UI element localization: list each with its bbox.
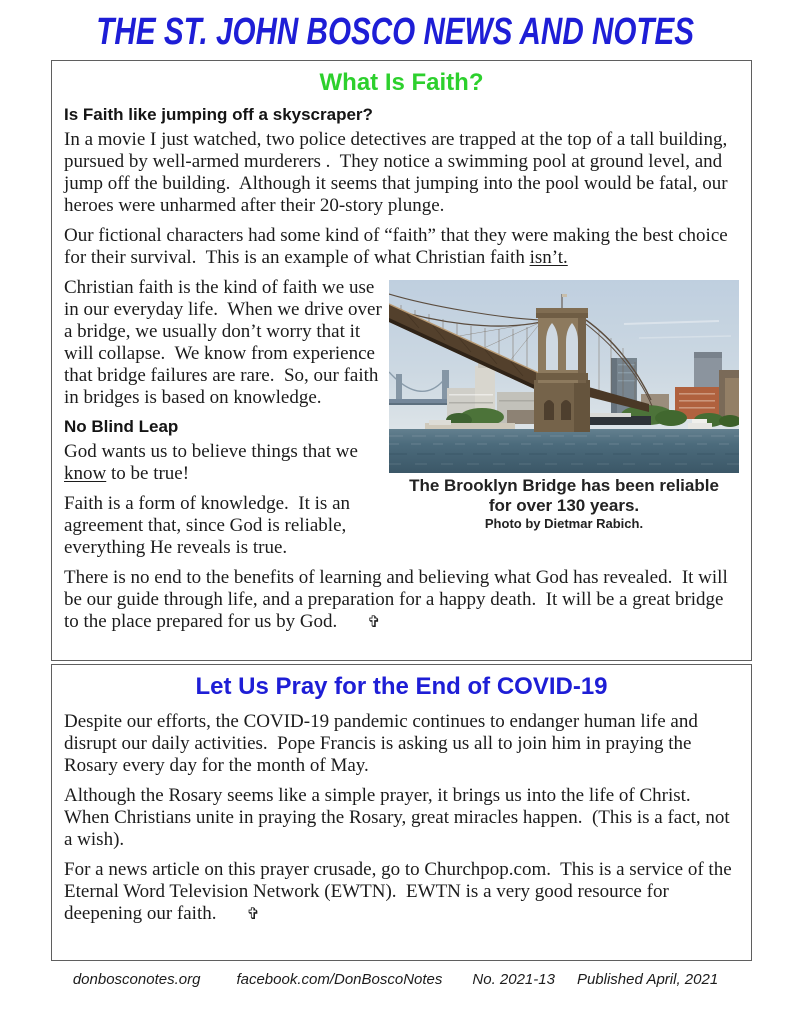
faith-paragraph-2-underlined: isn’t. <box>529 247 568 268</box>
covid-paragraph-2: Although the Rosary seems like a simple prayer, it brings us into the life of Christ. When Christians unite in praying the Rosary, great miracles happen. (This is a fact, not a wish). <box>64 785 735 850</box>
covid-paragraph-3 <box>64 859 739 926</box>
latin-cross-icon: ✞ <box>367 614 381 631</box>
faith-heading: What Is Faith? <box>319 69 484 96</box>
faith-paragraph-1: In a movie I just watched, two police detectives are trapped at the top of a tall building, pursued by well-armed murderers . They notice a swimming pool at ground level, and jump off the building. Although it seems that jumping into the pool would be fatal, our heroes were unharmed after their 20-story plunge. <box>64 129 733 216</box>
faith-paragraph-4-text-end: to be true! <box>106 463 190 484</box>
article-faith <box>51 60 752 661</box>
faith-paragraph-6-text: There is no end to the benefits of learning and believing what God has revealed. It will be our guide through life, and a preparation for a happy death. It will be a great bridge to the place prepared for us by God. <box>64 567 733 632</box>
footer-website: donbosconotes.org <box>72 971 201 988</box>
footer-issue-number: No. 2021-13 <box>472 971 555 988</box>
masthead <box>0 10 791 56</box>
faith-paragraph-4-text: God wants us to believe things that we <box>64 441 363 462</box>
brooklyn-bridge-photo <box>389 280 739 473</box>
faith-paragraph-3: Christian faith is the kind of faith we use in our everyday life. When we drive over a bridge, we usually don’t worry that it will collapse. We know from experience that bridge failures are rare. So, our faith in bridges is based on knowledge. <box>64 277 387 408</box>
faith-paragraph-5: Faith is a form of knowledge. It is an agreement that, since God is reliable, everything He reveals is true. <box>64 493 355 558</box>
faith-paragraph-2 <box>64 225 739 269</box>
photo-caption-line2: for over 130 years. <box>488 496 640 515</box>
photo-caption-line1: The Brooklyn Bridge has been reliable <box>409 476 719 495</box>
article-covid <box>51 664 752 961</box>
newsletter-title: THE ST. JOHN BOSCO NEWS AND NOTES <box>96 11 695 53</box>
brooklyn-bridge-figure <box>389 280 739 532</box>
page-footer <box>0 971 791 988</box>
latin-cross-icon: ✞ <box>246 906 260 923</box>
faith-paragraph-4-underlined: know <box>64 463 107 484</box>
covid-paragraph-3-text: For a news article on this prayer crusade, go to Churchpop.com. This is a service of the Eternal Word Television Network (EWTN). EWTN is a very good resource for deepening our faith. <box>64 859 737 924</box>
photo-credit: Photo by Dietmar Rabich. <box>484 516 644 531</box>
covid-heading: Let Us Pray for the End of COVID-19 <box>195 673 608 700</box>
faith-paragraph-2-text: Our fictional characters had some kind of “faith” that they were making the best choice for their survival. This is an example of what Christian faith <box>64 225 733 268</box>
faith-subheading-skyscraper: Is Faith like jumping off a skyscraper? <box>64 105 373 124</box>
faith-paragraph-6 <box>64 567 739 634</box>
footer-published-date: Published April, 2021 <box>576 971 719 988</box>
faith-subheading-no-blind-leap: No Blind Leap <box>64 417 179 436</box>
footer-facebook: facebook.com/DonBoscoNotes <box>236 971 443 988</box>
covid-paragraph-1: Despite our efforts, the COVID-19 pandemic continues to endanger human life and disrupt our daily activities. Pope Francis is asking us all to join him in praying the Rosary every day for the month of May. <box>64 711 703 776</box>
